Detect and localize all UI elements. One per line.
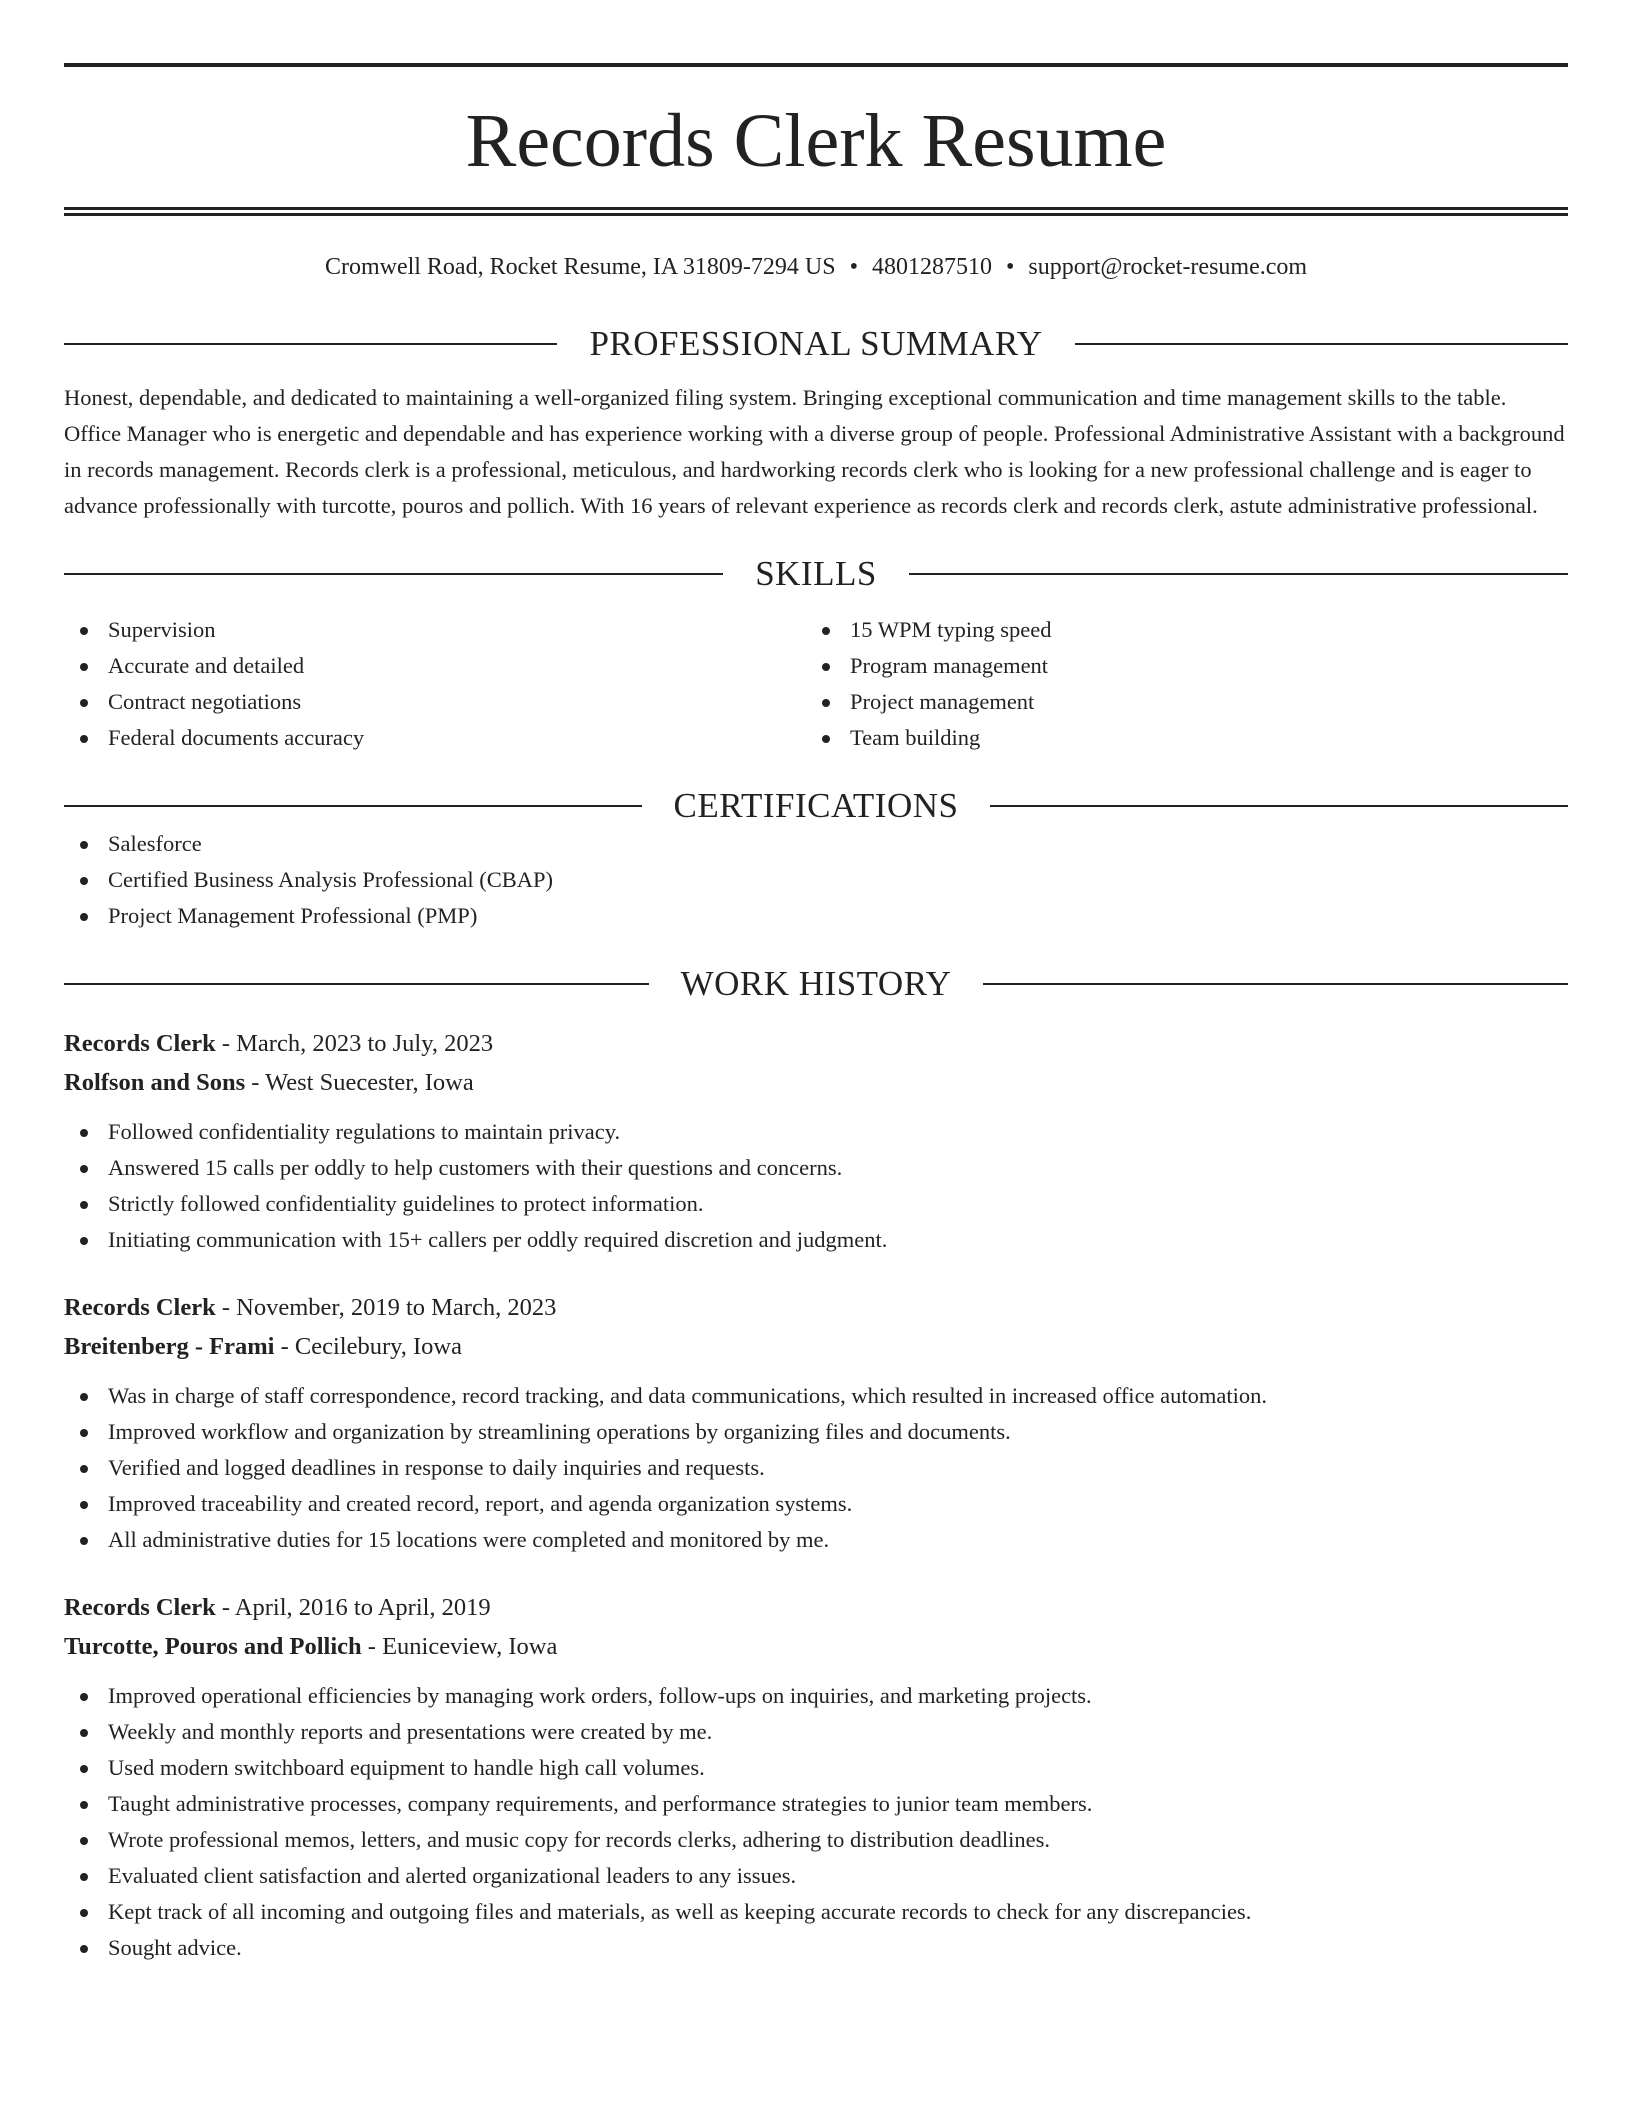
- contact-separator: •: [849, 254, 858, 280]
- divider: [909, 573, 1568, 575]
- list-item: Wrote professional memos, letters, and music copy for records clerks, adhering to distribution deadlines.: [64, 1822, 1568, 1858]
- list-item: Improved workflow and organization by streamlining operations by organizing files and documents.: [64, 1414, 1568, 1450]
- skills-right-list: [806, 612, 1548, 756]
- list-item: Program management: [806, 648, 1548, 684]
- list-item: Initiating communication with 15+ callers per oddly required discretion and judgment.: [64, 1222, 1568, 1258]
- list-item: Improved traceability and created record, report, and agenda organization systems.: [64, 1486, 1568, 1522]
- job-title-line: [64, 1288, 1568, 1327]
- job-entry: [64, 1588, 1568, 1966]
- summary-text: Honest, dependable, and dedicated to maintaining a well-organized filing system. Bringing exceptional communication and time management skills to the table. Office Manager who is energetic and dependable and has experience working with a diverse group of people. Professional Administrative Assistant with a background in records management. Records clerk is a professional, meticulous, and hardworking records clerk who is looking for a new professional challenge and is eager to advance professionally with turcotte, pouros and pollich. With 16 years of relevant experience as records clerk and records clerk, astute administrative professional.: [64, 385, 1565, 518]
- divider: [64, 983, 649, 985]
- job-company: Rolfson and Sons: [64, 1069, 246, 1096]
- skills-left-list: [64, 612, 806, 756]
- list-item: Strictly followed confidentiality guidelines to protect information.: [64, 1186, 1568, 1222]
- job-title-line: [64, 1024, 1568, 1063]
- job-dates: - November, 2019 to March, 2023: [215, 1294, 557, 1321]
- job-title-line: [64, 1588, 1568, 1627]
- job-company-line: [64, 1063, 1568, 1102]
- list-item: Accurate and detailed: [64, 648, 806, 684]
- list-item: Project Management Professional (PMP): [64, 898, 1568, 934]
- list-item: Contract negotiations: [64, 684, 806, 720]
- list-item: Sought advice.: [64, 1930, 1568, 1966]
- contact-separator: •: [1005, 254, 1015, 280]
- resume-title: Records Clerk Resume: [465, 99, 1167, 183]
- job-company-line: [64, 1327, 1568, 1366]
- job-company: Breitenberg - Frami: [64, 1333, 275, 1360]
- section-header-skills: [64, 554, 1568, 594]
- divider: [64, 343, 557, 345]
- job-dates: - April, 2016 to April, 2019: [215, 1594, 491, 1621]
- list-item: Used modern switchboard equipment to handle high call volumes.: [64, 1750, 1568, 1786]
- contact-line: [64, 250, 1568, 284]
- list-item: Certified Business Analysis Professional (CBAP): [64, 862, 1568, 898]
- job-role: Records Clerk: [64, 1594, 216, 1621]
- job-location: - Cecilebury, Iowa: [274, 1333, 462, 1360]
- skills-grid: [64, 612, 1568, 756]
- list-item: Was in charge of staff correspondence, record tracking, and data communications, which resulted in increased office automation.: [64, 1378, 1568, 1414]
- email: support@rocket-resume.com: [1028, 254, 1308, 280]
- list-item: Answered 15 calls per oddly to help customers with their questions and concerns.: [64, 1150, 1568, 1186]
- job-duties-list: [64, 1114, 1568, 1258]
- work-history-list: [64, 1024, 1568, 1966]
- section-header-certifications: [64, 786, 1568, 826]
- list-item: Improved operational efficiencies by managing work orders, follow-ups on inquiries, and marketing projects.: [64, 1678, 1568, 1714]
- section-title: SKILLS: [755, 554, 877, 593]
- job-company: Turcotte, Pouros and Pollich: [64, 1633, 362, 1660]
- list-item: Weekly and monthly reports and presentations were created by me.: [64, 1714, 1568, 1750]
- job-dates: - March, 2023 to July, 2023: [215, 1030, 494, 1057]
- resume-page: [64, 0, 1568, 1966]
- section-title: CERTIFICATIONS: [673, 786, 959, 825]
- section-title: PROFESSIONAL SUMMARY: [589, 324, 1043, 363]
- top-rule: [64, 63, 1568, 67]
- divider: [990, 805, 1568, 807]
- divider: [1075, 343, 1568, 345]
- list-item: Followed confidentiality regulations to maintain privacy.: [64, 1114, 1568, 1150]
- job-duties-list: [64, 1378, 1568, 1558]
- list-item: Evaluated client satisfaction and alerted organizational leaders to any issues.: [64, 1858, 1568, 1894]
- address: Cromwell Road, Rocket Resume, IA 31809-7294 US: [324, 254, 836, 280]
- list-item: Federal documents accuracy: [64, 720, 806, 756]
- section-header-work-history: [64, 964, 1568, 1004]
- job-role: Records Clerk: [64, 1294, 216, 1321]
- job-entry: [64, 1288, 1568, 1558]
- job-company-line: [64, 1627, 1568, 1666]
- job-duties-list: [64, 1678, 1568, 1966]
- phone: 4801287510: [871, 254, 992, 280]
- job-location: - Euniceview, Iowa: [361, 1633, 558, 1660]
- divider: [983, 983, 1568, 985]
- job-location: - West Suecester, Iowa: [245, 1069, 474, 1096]
- list-item: Taught administrative processes, company requirements, and performance strategies to junior team members.: [64, 1786, 1568, 1822]
- list-item: 15 WPM typing speed: [806, 612, 1548, 648]
- double-rule: [64, 207, 1568, 216]
- list-item: Verified and logged deadlines in response to daily inquiries and requests.: [64, 1450, 1568, 1486]
- list-item: Team building: [806, 720, 1548, 756]
- divider: [64, 805, 642, 807]
- divider: [64, 573, 723, 575]
- section-header-summary: [64, 324, 1568, 364]
- list-item: Project management: [806, 684, 1548, 720]
- list-item: Supervision: [64, 612, 806, 648]
- certifications-list: [64, 826, 1568, 934]
- list-item: All administrative duties for 15 locations were completed and monitored by me.: [64, 1522, 1568, 1558]
- list-item: Salesforce: [64, 826, 1568, 862]
- job-role: Records Clerk: [64, 1030, 216, 1057]
- job-entry: [64, 1024, 1568, 1258]
- section-title: WORK HISTORY: [680, 964, 952, 1003]
- list-item: Kept track of all incoming and outgoing files and materials, as well as keeping accurate records to check for any discrepancies.: [64, 1894, 1568, 1930]
